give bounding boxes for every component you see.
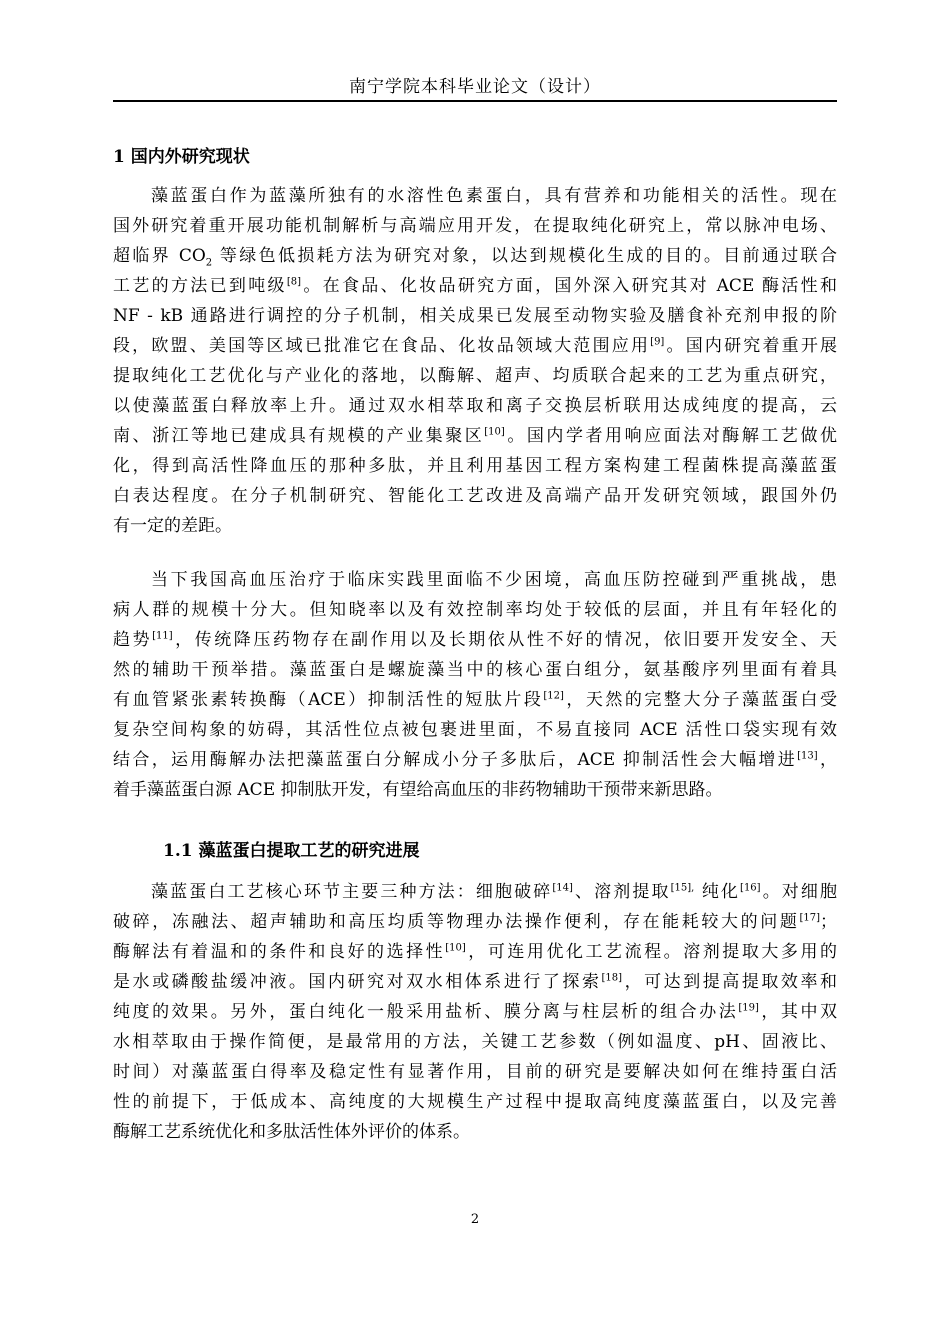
text-run: 段，欧盟、美国等区域已批准它在食品、化妆品领域大范围应用	[113, 336, 651, 356]
page-number: 2	[470, 1212, 480, 1227]
text-run: 病人群的规模十分大。但知晓率以及有效控制率均处于较低的层面，并且有年轻化的	[113, 600, 837, 620]
text-run: 破碎，冻融法、超声辅助和高压均质等物理办法操作便利，存在能耗较大的问题	[113, 912, 800, 932]
citation-ref: [18]	[601, 972, 623, 984]
text-run: ，天然的完整大分子藻蓝蛋白受	[563, 690, 837, 710]
text-run: 南、浙江等地已建成具有规模的产业集聚区	[113, 426, 485, 446]
text-run: 趋势	[113, 630, 153, 650]
citation-ref: [11]	[152, 630, 173, 642]
citation-ref: [9]	[650, 336, 665, 348]
paragraph-line	[113, 937, 837, 967]
paragraph-line	[113, 271, 837, 301]
text-run: 纯度的效果。另外，蛋白纯化一般采用盐析、膜分离与柱层析的组合办法	[113, 1002, 739, 1022]
paragraph-line	[113, 1087, 837, 1117]
paragraph-line	[113, 907, 837, 937]
text-run: 。国内研究着重开展	[664, 336, 838, 356]
citation-ref: [16]	[740, 882, 761, 894]
citation-ref: [13]	[797, 750, 818, 762]
text-run: 化，得到高活性降血压的那种多肽，并且利用基因工程方案构建工程菌株提高藻蓝蛋	[113, 456, 837, 476]
paragraph-line	[113, 361, 837, 391]
text-run: 着手藻蓝蛋白源 ACE 抑制肽开发，有望给高血压的非药物辅助干预带来新思路。	[113, 780, 723, 800]
paragraph-line	[113, 1057, 837, 1087]
paragraph-line	[113, 655, 837, 685]
paragraph-line	[151, 181, 837, 211]
subscript: 2	[205, 257, 213, 269]
paragraph-line	[113, 775, 837, 805]
text-run: 工艺的方法已到吨级	[113, 276, 287, 296]
text-run: 、溶剂提取	[572, 882, 671, 902]
text-run: 酶解工艺系统优化和多肽活性体外评价的体系。	[113, 1122, 470, 1142]
text-run: 有一定的差距。	[113, 516, 232, 536]
paragraph-line	[113, 745, 837, 775]
text-run: ，传统降压药物存在副作用以及长期依从性不好的情况，依旧要开发安全、天	[172, 630, 838, 650]
paragraph-line	[113, 967, 837, 997]
text-run: 。对细胞	[760, 882, 838, 902]
text-run: 以使藻蓝蛋白释放率上升。通过双水相萃取和离子交换层析联用达成纯度的提高，云	[113, 396, 837, 416]
text-run: ，可达到提高提取效率和	[622, 972, 838, 992]
paragraph-line	[151, 565, 837, 595]
paragraph-line	[113, 481, 837, 511]
text-run: 。在食品、化妆品研究方面，国外深入研究其对 ACE 酶活性和	[301, 276, 837, 296]
citation-ref: [12]	[543, 690, 564, 702]
paragraph-line	[113, 715, 837, 745]
paragraph-line	[113, 451, 837, 481]
text-run: 超临界 CO	[113, 246, 206, 266]
text-run: 有血管紧张素转换酶（ACE）抑制活性的短肽片段	[113, 690, 544, 710]
text-run: 藻蓝蛋白工艺核心环节主要三种方法：细胞破碎	[151, 882, 553, 902]
citation-ref: [19]	[738, 1002, 759, 1014]
citation-ref: [10]	[484, 426, 505, 438]
paragraph-line	[113, 1117, 837, 1147]
section-heading: 1 国内外研究现状	[113, 147, 250, 167]
paragraph-line	[113, 391, 837, 421]
subsection-heading: 1.1 藻蓝蛋白提取工艺的研究进展	[163, 841, 420, 861]
text-run: 纯化	[694, 882, 741, 902]
running-header: 南宁学院本科毕业论文（设计）	[349, 77, 601, 97]
citation-ref: [15],	[670, 882, 695, 894]
paragraph-line	[113, 211, 837, 241]
paragraph-line	[113, 511, 837, 541]
text-run: ，其中双	[758, 1002, 838, 1022]
text-run: ，可连用优化工艺流程。溶剂提取大多用的	[465, 942, 838, 962]
paragraph-line	[113, 301, 837, 331]
text-run: 国外研究着重开展功能机制解析与高端应用开发，在提取纯化研究上，常以脉冲电场、	[113, 216, 837, 236]
text-run: ；	[820, 912, 837, 932]
paragraph-line	[113, 997, 837, 1027]
text-run: 性的前提下，于低成本、高纯度的大规模生产过程中提取高纯度藻蓝蛋白，以及完善	[113, 1092, 837, 1112]
text-run: 然的辅助干预举措。藻蓝蛋白是螺旋藻当中的核心蛋白组分，氨基酸序列里面有着具	[113, 660, 837, 680]
text-run: 等绿色低损耗方法为研究对象，以达到规模化生成的目的。目前通过联合	[212, 246, 837, 266]
citation-ref: [10]	[445, 942, 466, 954]
paragraph-line	[113, 331, 837, 361]
paragraph-line	[113, 1027, 837, 1057]
text-run: 结合，运用酶解办法把藻蓝蛋白分解成小分子多肽后，ACE 抑制活性会大幅增进	[113, 750, 798, 770]
header-divider	[113, 100, 837, 102]
citation-ref: [17]	[799, 912, 820, 924]
text-run: 提取纯化工艺优化与产业化的落地，以酶解、超声、均质联合起来的工艺为重点研究，	[113, 366, 837, 386]
text-run: 。国内学者用响应面法对酶解工艺做优	[504, 426, 838, 446]
paragraph-line	[113, 625, 837, 655]
citation-ref: [8]	[286, 276, 301, 288]
paragraph-line	[113, 595, 837, 625]
text-run: 复杂空间构象的妨碍，其活性位点被包裹进里面，不易直接同 ACE 活性口袋实现有效	[113, 720, 837, 740]
text-run: NF - kB 通路进行调控的分子机制，相关成果已发展至动物实验及膳食补充剂申报的阶	[113, 306, 837, 326]
paragraph-line	[151, 877, 837, 907]
paragraph-line	[113, 421, 837, 451]
text-run: 当下我国高血压治疗于临床实践里面临不少困境，高血压防控碰到严重挑战，患	[151, 570, 837, 590]
text-run: 白表达程度。在分子机制研究、智能化工艺改进及高端产品开发研究领域，跟国外仍	[113, 486, 837, 506]
text-run: 酶解法有着温和的条件和良好的选择性	[113, 942, 446, 962]
text-run: 时间）对藻蓝蛋白得率及稳定性有显著作用，目前的研究是要解决如何在维持蛋白活	[113, 1062, 837, 1082]
text-run: ，	[817, 750, 837, 770]
text-run: 是水或磷酸盐缓冲液。国内研究对双水相体系进行了探索	[113, 972, 602, 992]
paragraph-line	[113, 685, 837, 715]
paragraph-line	[113, 241, 837, 271]
citation-ref: [14]	[552, 882, 573, 894]
text-run: 水相萃取由于操作简便，是最常用的方法，关键工艺参数（例如温度、pH、固液比、	[113, 1032, 837, 1052]
text-run: 藻蓝蛋白作为蓝藻所独有的水溶性色素蛋白，具有营养和功能相关的活性。现在	[151, 186, 837, 206]
